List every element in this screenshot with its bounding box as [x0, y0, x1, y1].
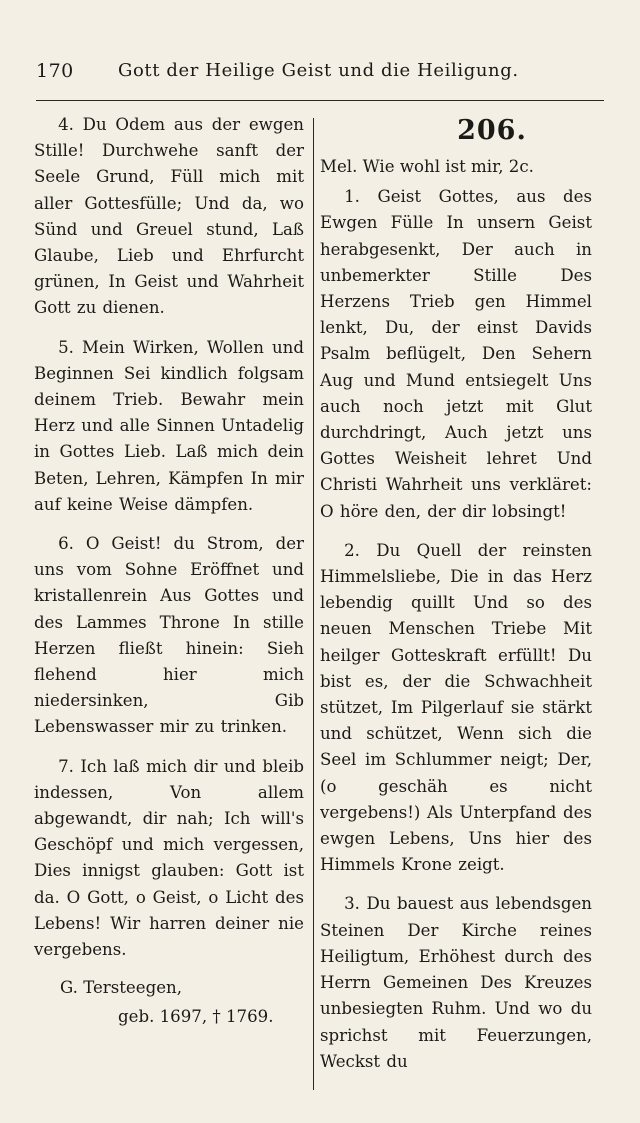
- stanza-3: 3. Du bauest aus lebendsgen Steinen Der Kirche reines Heiligtum, Erhöhest durch des Herrn Gemeinen Des Kreuzes unbesiegten Ruhm. Und wo du sprichst mit Feuerzungen, Weckst du: [320, 894, 592, 1071]
- melody-line: Mel. Wie wohl ist mir, 2c.: [320, 157, 534, 176]
- header-rule: [36, 100, 604, 101]
- stanza-7: 7. Ich laß mich dir und bleib indessen, Von allem abgewandt, dir nah; Ich will's Geschöpf und mich vergessen, Dies innigst glauben: Gott ist da. O Gott, o Geist, o Licht des Lebens! Wir harren deiner nie vergebens.: [34, 756, 304, 960]
- page-number: 170: [36, 60, 74, 82]
- stanza-5: 5. Mein Wirken, Wollen und Beginnen Sei kindlich folgsam deinem Trieb. Bewahr mein Herz und alle Sinnen Untadelig in Gottes Lieb. Laß mich dein Beten, Lehren, Kämpfen In mir auf keine Weise dämpfen.: [34, 337, 304, 514]
- author-name: G. Tersteegen,: [60, 978, 182, 998]
- stanza-2: 2. Du Quell der reinsten Himmelsliebe, Die in das Herz lebendig quillt Und so des neuen Menschen Triebe Mit heilger Gotteskraft erfüllt! Du bist es, der die Schwachheit stützet, Im Pilgerlauf sie stärkt und schützet, Wenn sich die Seel im Schlummer neigt; Der, (o geschäh es nicht vergebens!) Als Unterpfand des ewgen Lebens, Uns hier des Himmels Krone zeigt.: [320, 540, 592, 875]
- right-column: [320, 112, 592, 1088]
- left-column: [34, 112, 304, 1032]
- author-dates: geb. 1697, † 1769.: [118, 1007, 274, 1027]
- running-title: Gott der Heilige Geist und die Heiligung.: [118, 60, 519, 81]
- page-header: [36, 60, 606, 92]
- column-divider: [313, 118, 314, 1090]
- stanza-1: 1. Geist Gottes, aus des Ewgen Fülle In unsern Geist herabgesenkt, Der auch in unbemerkter Stille Des Herzens Trieb gen Himmel lenkt, Du, der einst Davids Psalm beflügelt, Den Sehern Aug und Mund entsiegelt Uns auch noch jetzt mit Glut durchdringt, Auch jetzt uns Gottes Weisheit lehret Und Christi Wahrheit uns verkläret: O höre den, der dir lobsingt!: [320, 187, 592, 521]
- hymn-number: 206.: [457, 115, 527, 146]
- stanza-4: 4. Du Odem aus der ewgen Stille! Durchwehe sanft der Seele Grund, Füll mich mit aller Gottesfülle; Und da, wo Sünd und Greuel stund, Laß Glaube, Lieb und Ehrfurcht grünen, In Geist und Wahrheit Gott zu dienen.: [34, 115, 304, 318]
- stanza-6: 6. O Geist! du Strom, der uns vom Sohne Eröffnet und kristallenrein Aus Gottes und des Lammes Throne In stille Herzen fließt hinein: Sieh flehend hier mich niedersinken, Gib Lebenswasser mir zu trinken.: [34, 534, 304, 737]
